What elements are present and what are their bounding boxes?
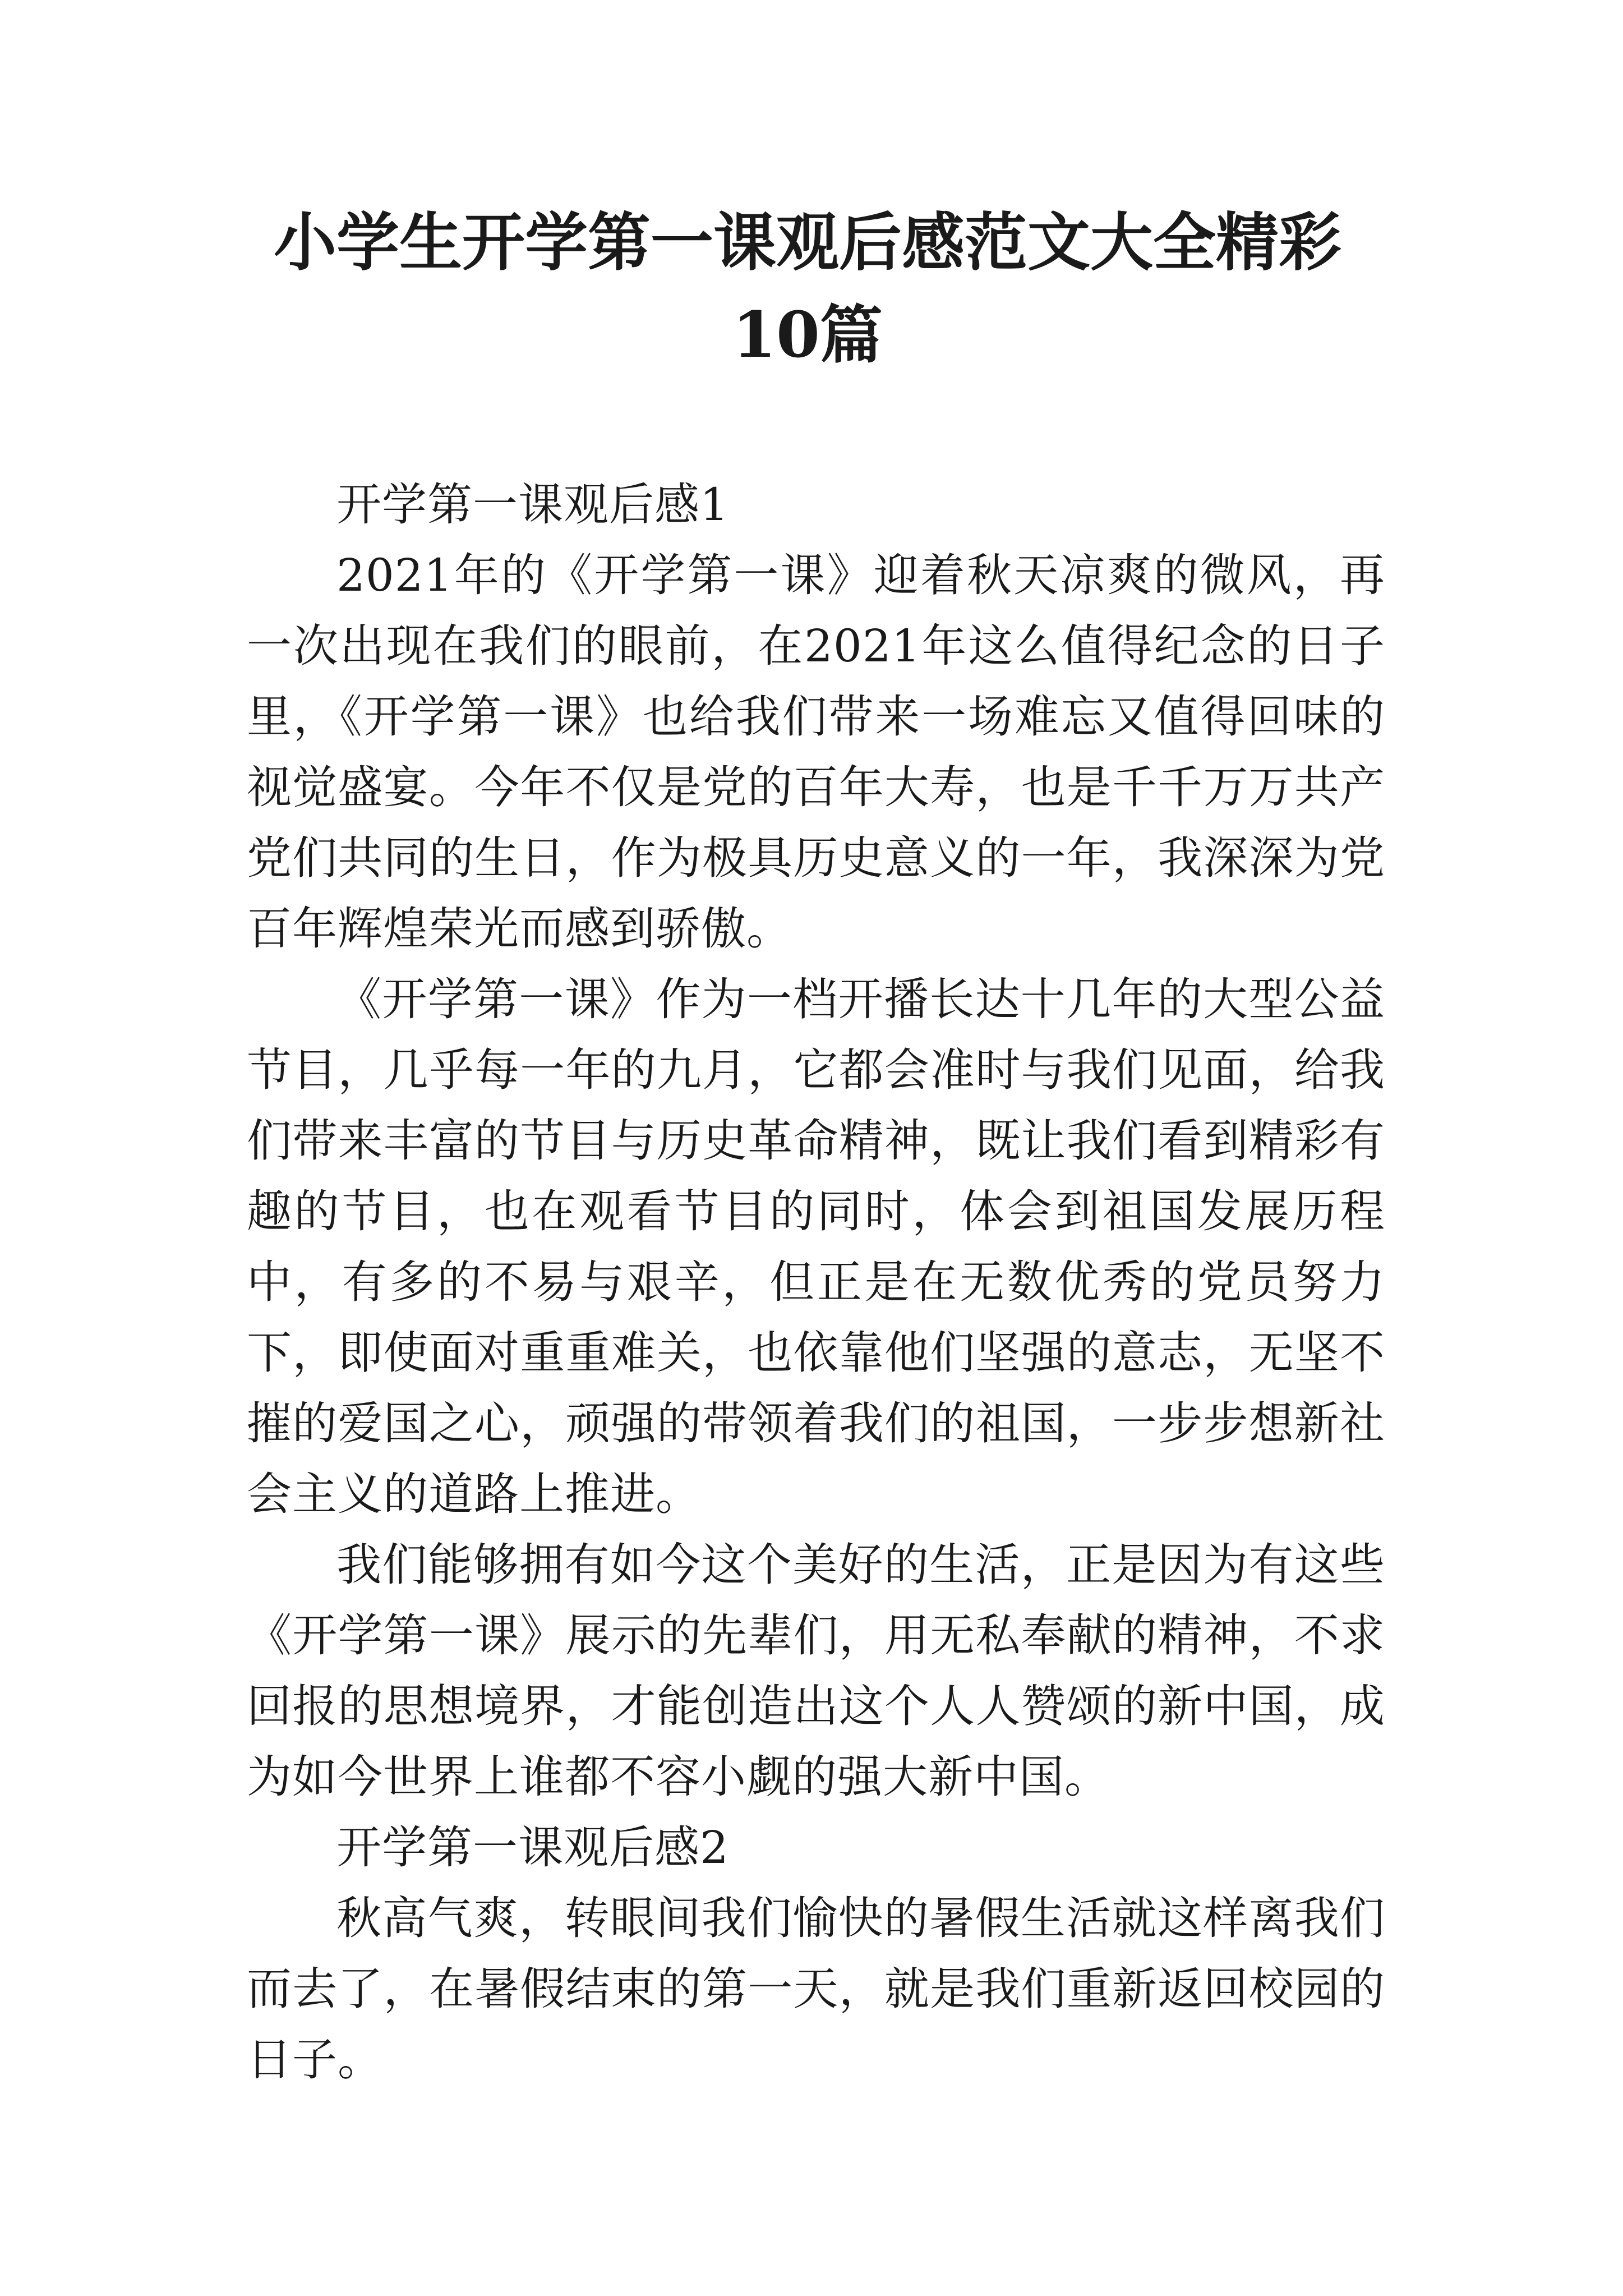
paragraph-2: 《开学第一课》作为一档开播长达十几年的大型公益节目，几乎每一年的九月，它都会准时与我们见面，给我们带来丰富的节目与历史革命精神，既让我们看到精彩有趣的节目，也在观看节目的同时，体会到祖国发展历程中，有多的不易与艰辛，但正是在无数优秀的党员努力下，即使面对重重难关，也依靠他们坚强的意志，无坚不摧的爱国之心，顽强的带领着我们的祖国，一步步想新社会主义的道路上推进。 [247, 973, 1385, 1520]
paragraph-3: 我们能够拥有如今这个美好的生活，正是因为有这些《开学第一课》展示的先辈们，用无私奉献的精神，不求回报的思想境界，才能创造出这个人人赞颂的新中国，成为如今世界上谁都不容小觑的强大新中国。 [247, 1539, 1385, 1803]
document-body [247, 470, 1385, 2095]
section-heading-2: 开学第一课观后感2 [336, 1821, 729, 1874]
paragraph-4: 秋高气爽，转眼间我们愉快的暑假生活就这样离我们而去了，在暑假结束的第一天，就是我们重新返回校园的日子。 [247, 1892, 1385, 2086]
section-heading-1: 开学第一课观后感1 [336, 478, 729, 531]
paragraph-1: 2021年的《开学第一课》迎着秋天凉爽的微风，再一次出现在我们的眼前，在2021年这么值得纪念的日子里，《开学第一课》也给我们带来一场难忘又值得回味的视觉盛宴。今年不仅是党的百年大寿，也是千千万万共产党们共同的生日，作为极具历史意义的一年，我深深为党百年辉煌荣光而感到骄傲。 [247, 549, 1385, 955]
document-title: 小学生开学第一课观后感范文大全精彩10篇 [274, 206, 1341, 372]
